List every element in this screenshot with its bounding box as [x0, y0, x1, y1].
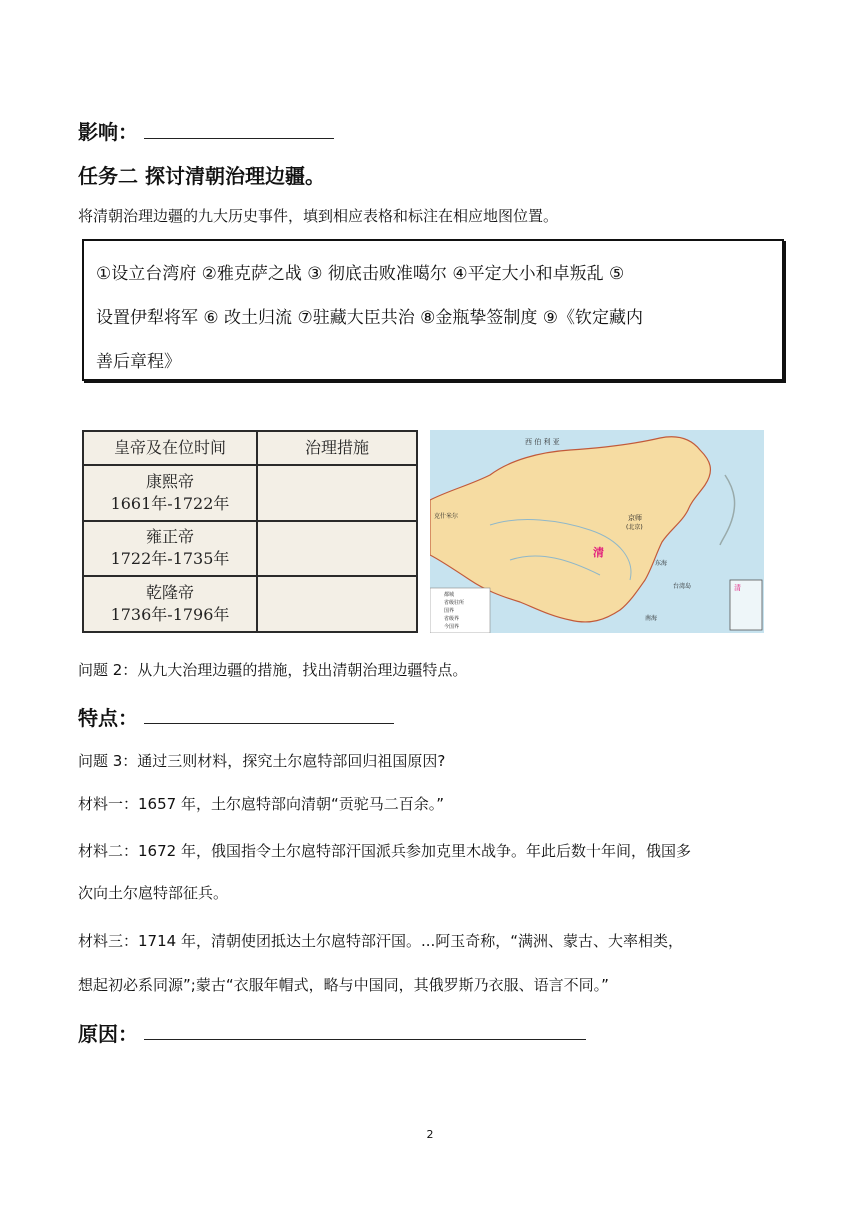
influence-answer-line[interactable] — [144, 138, 334, 139]
material-1: 材料一：1657 年，土尔扈特部向清朝“贡驼马二百余。” — [78, 795, 444, 813]
measure-cell[interactable] — [257, 465, 417, 521]
feature-answer-line[interactable] — [144, 723, 394, 724]
page-number: 2 — [426, 1128, 434, 1141]
table-row — [83, 576, 417, 632]
material-3-line-2: 想起初必系同源”;蒙古“衣服年帽式，略与中国同，其俄罗斯乃衣服、语言不同。” — [78, 976, 609, 994]
legend-item: 省级界 — [444, 616, 460, 622]
legend-item: 都城 — [444, 592, 455, 598]
map-label-siberia: 西 伯 利 亚 — [525, 438, 560, 446]
map-label-qing: 清 — [593, 546, 604, 559]
map-label-nanhai: 南海 — [645, 615, 658, 622]
map-label-kashmir: 克什米尔 — [434, 513, 459, 520]
emperor-name: 康熙帝 — [145, 471, 194, 491]
legend-item: 省级驻所 — [444, 600, 465, 606]
map-inset-label: 清 — [734, 584, 741, 592]
events-box — [82, 239, 784, 381]
map-label-capital: 京师 — [628, 514, 642, 522]
reason-label: 原因： — [78, 1022, 138, 1046]
table-header-measure: 治理措施 — [257, 431, 417, 465]
qing-territory-map — [430, 430, 764, 633]
map-legend-box — [430, 588, 490, 633]
reign-years: 1736年-1796年 — [110, 605, 230, 625]
emperor-table — [82, 430, 418, 633]
reign-years: 1661年-1722年 — [110, 493, 230, 513]
task2-title: 任务二 探讨清朝治理边疆。 — [78, 164, 325, 188]
map-label-beijing: (北京) — [626, 524, 643, 531]
events-line-1: ①设立台湾府 ②雅克萨之战 ③ 彻底击败准噶尔 ④平定大小和卓叛乱 ⑤ — [96, 264, 625, 284]
legend-item: 国界 — [444, 608, 455, 614]
reason-answer-line[interactable] — [144, 1039, 586, 1040]
task2-instruction: 将清朝治理边疆的九大历史事件，填到相应表格和标注在相应地图位置。 — [78, 207, 559, 225]
material-2-line-2: 次向土尔扈特部征兵。 — [78, 884, 229, 902]
table-row — [83, 521, 417, 577]
measure-cell[interactable] — [257, 576, 417, 632]
emperor-name: 乾隆帝 — [145, 583, 194, 603]
map-label-donghai: 东海 — [655, 560, 668, 567]
events-line-3: 善后章程》 — [96, 352, 181, 372]
events-line-2: 设置伊犁将军 ⑥ 改土归流 ⑦驻藏大臣共治 ⑧金瓶挚签制度 ⑨《钦定藏内 — [96, 308, 643, 328]
reign-years: 1722年-1735年 — [110, 549, 230, 569]
table-row — [83, 465, 417, 521]
emperor-name: 雍正帝 — [145, 527, 194, 547]
map-label-taiwan: 台湾岛 — [673, 583, 692, 590]
table-header-emperor: 皇帝及在位时间 — [83, 431, 257, 465]
legend-item: 今国界 — [444, 624, 460, 630]
feature-label: 特点： — [78, 706, 138, 730]
question-2: 问题 2：从九大治理边疆的措施，找出清朝治理边疆特点。 — [78, 661, 468, 679]
material-2-line-1: 材料二：1672 年，俄国指令土尔扈特部汗国派兵参加克里木战争。年此后数十年间，俄国多 — [78, 842, 691, 860]
influence-label: 影响： — [78, 120, 138, 144]
measure-cell[interactable] — [257, 521, 417, 577]
material-3-line-1: 材料三：1714 年，清朝使团抵达土尔扈特部汗国。...阿玉奇称，“满洲、蒙古、大率相类， — [78, 932, 684, 950]
question-3: 问题 3：通过三则材料，探究土尔扈特部回归祖国原因? — [78, 752, 446, 770]
